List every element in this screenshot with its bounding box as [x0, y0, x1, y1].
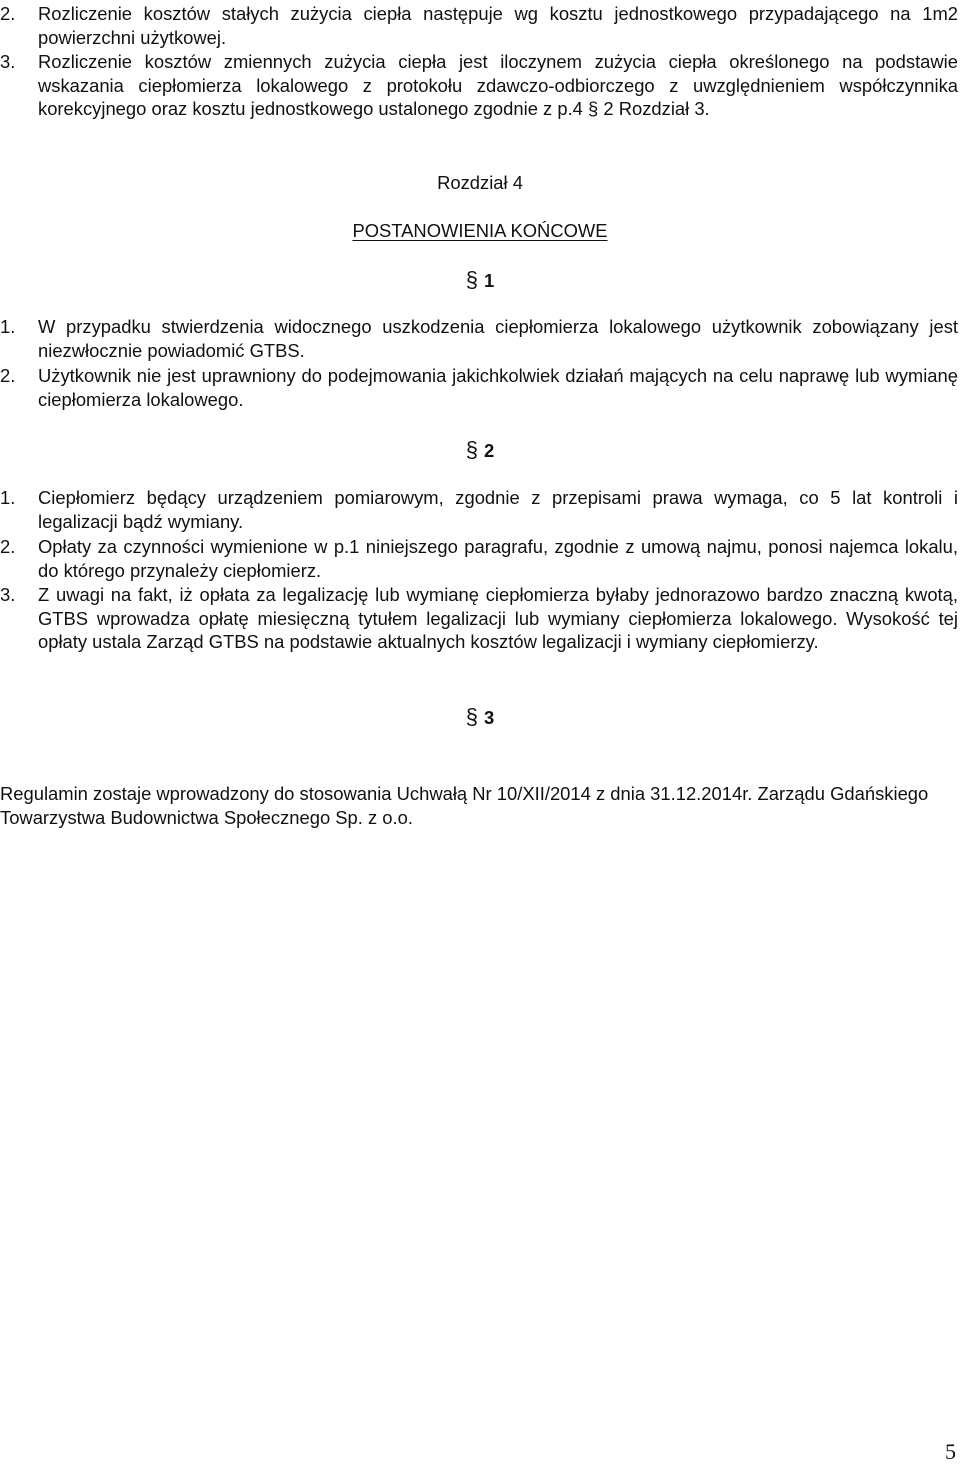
list-item: [0, 486, 958, 533]
item-text: Opłaty za czynności wymienione w p.1 niniejszego paragrafu, zgodnie z umową najmu, ponosi najemca lokalu, do którego przynależy ciepłomierz.: [38, 536, 958, 581]
list-item: [0, 583, 958, 654]
list-item: [0, 364, 958, 411]
item-number: 2.: [0, 365, 16, 386]
item-text: Z uwagi na fakt, iż opłata za legalizację lub wymianę ciepłomierza byłaby jednorazowo bardzo znaczną kwotą, GTBS wprowadza opłatę miesięczną tytułem legalizacji lub wymiany ciepłomierza lokalowego. Wysokość tej opłaty ustala Zarząd GTBS na podstawie aktualnych kosztów legalizacji i wymiany ciepłomierzy.: [38, 584, 958, 653]
item-number: 3.: [0, 51, 16, 72]
section-sign: §: [465, 437, 478, 462]
item-text: Rozliczenie kosztów zmiennych zużycia ciepła jest iloczynem zużycia ciepła określonego na podstawie wskazania ciepłomierza lokalowego z protokołu zdawczo-odbiorczego z uwzględnieniem współczynnika korekcyjnego oraz kosztu jednostkowego ustalonego zgodnie z p.4 § 2 Rozdział 3.: [38, 51, 958, 120]
item-text: Rozliczenie kosztów stałych zużycia ciepła następuje wg kosztu jednostkowego przypadającego na 1m2 powierzchni użytkowej.: [38, 3, 958, 48]
paragraph-number: 2: [484, 440, 495, 461]
paragraph-number: 1: [484, 270, 495, 291]
item-number: 1.: [0, 487, 16, 508]
list-item: [0, 2, 958, 49]
chapter-subtitle: [0, 219, 960, 243]
item-text: Użytkownik nie jest uprawniony do podejmowania jakichkolwiek działań mających na celu naprawę lub wymianę ciepłomierza lokalowego.: [38, 365, 958, 410]
item-number: 2.: [0, 3, 16, 24]
chapter-subtitle-text: POSTANOWIENIA KOŃCOWE: [352, 220, 608, 241]
page-number: 5: [945, 1439, 956, 1464]
paragraph-heading: [0, 705, 960, 730]
list-item: [0, 50, 958, 121]
item-text: W przypadku stwierdzenia widocznego uszkodzenia ciepłomierza lokalowego użytkownik zobowiązany jest niezwłocznie powiadomić GTBS.: [38, 316, 958, 361]
item-number: 2.: [0, 536, 16, 557]
chapter-title: Rozdział 4: [437, 172, 523, 193]
item-number: 3.: [0, 584, 16, 605]
closing-statement: Regulamin zostaje wprowadzony do stosowania Uchwałą Nr 10/XII/2014 z dnia 31.12.2014r. Zarządu Gdańskiego Towarzystwa Budownictwa Społecznego Sp. z o.o.: [0, 783, 929, 828]
item-text: Ciepłomierz będący urządzeniem pomiarowym, zgodnie z przepisami prawa wymaga, co 5 lat kontroli i legalizacji bądź wymiany.: [38, 487, 958, 532]
list-item: [0, 535, 958, 582]
paragraph-number: 3: [484, 707, 495, 728]
section-sign: §: [465, 267, 478, 292]
paragraph-heading: [0, 268, 960, 293]
item-number: 1.: [0, 316, 16, 337]
list-item: [0, 315, 958, 362]
paragraph-heading: [0, 438, 960, 463]
section-sign: §: [465, 704, 478, 729]
